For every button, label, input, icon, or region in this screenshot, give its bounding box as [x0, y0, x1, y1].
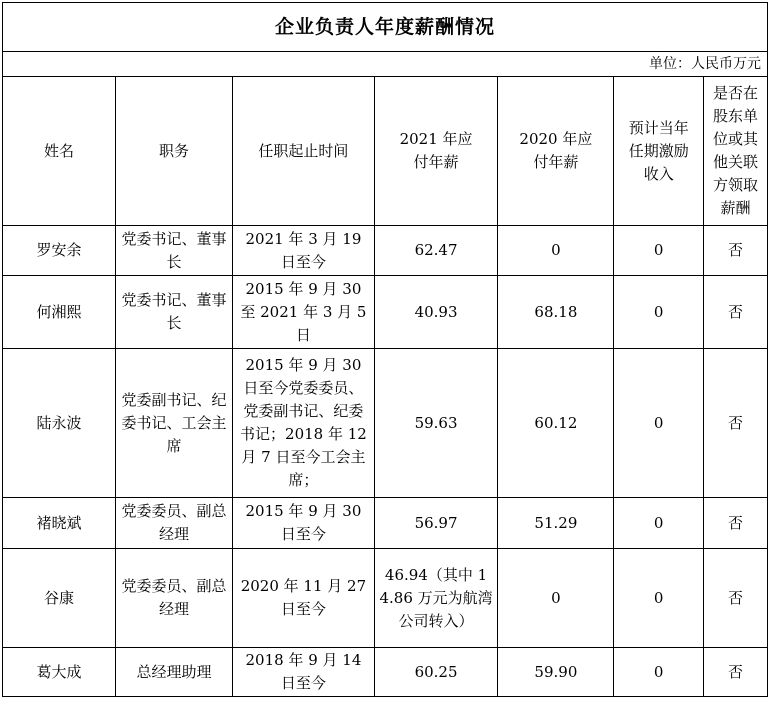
- table-row: [3, 549, 768, 648]
- cell-pay-2021: 60.25: [374, 648, 498, 697]
- cell-term: 2018 年 9 月 14 日至今: [233, 648, 375, 697]
- cell-position: 党委委员、副总经理: [115, 549, 232, 648]
- cell-pay-2020: 59.90: [498, 648, 614, 697]
- header-term: 任职起止时间: [233, 77, 375, 226]
- cell-related-party: 否: [703, 648, 767, 697]
- cell-pay-2021: 62.47: [374, 226, 498, 276]
- cell-pay-2021: 56.97: [374, 498, 498, 549]
- cell-related-party: 否: [703, 226, 767, 276]
- compensation-table: [2, 2, 768, 697]
- cell-incentive: 0: [614, 549, 703, 648]
- cell-name: 罗安余: [3, 226, 116, 276]
- table-title: 企业负责人年度薪酬情况: [3, 3, 768, 52]
- cell-term: 2015 年 9 月 30 至 2021 年 3 月 5 日: [233, 276, 375, 349]
- table-row: [3, 349, 768, 498]
- unit-label: 单位：人民币万元: [3, 52, 768, 77]
- cell-position: 党委副书记、纪委书记、工会主席: [115, 349, 232, 498]
- cell-pay-2021: 40.93: [374, 276, 498, 349]
- header-name: 姓名: [3, 77, 116, 226]
- table-row: [3, 226, 768, 276]
- cell-pay-2020: 0: [498, 226, 614, 276]
- cell-position: 总经理助理: [115, 648, 232, 697]
- header-position: 职务: [115, 77, 232, 226]
- header-pay-2021: 2021 年应付年薪: [374, 77, 498, 226]
- cell-term: 2021 年 3 月 19 日至今: [233, 226, 375, 276]
- cell-pay-2020: 60.12: [498, 349, 614, 498]
- cell-pay-2021: 59.63: [374, 349, 498, 498]
- cell-name: 褚晓斌: [3, 498, 116, 549]
- cell-position: 党委书记、董事长: [115, 276, 232, 349]
- cell-name: 陆永波: [3, 349, 116, 498]
- table-row: [3, 648, 768, 697]
- table-row: [3, 276, 768, 349]
- cell-name: 谷康: [3, 549, 116, 648]
- cell-related-party: 否: [703, 349, 767, 498]
- cell-pay-2021: 46.94（其中 14.86 万元为航湾公司转入）: [374, 549, 498, 648]
- header-pay-2020: 2020 年应付年薪: [498, 77, 614, 226]
- cell-term: 2015 年 9 月 30 日至今党委委员、党委副书记、纪委书记；2018 年 12 月 7 日至今工会主席；: [233, 349, 375, 498]
- cell-incentive: 0: [614, 276, 703, 349]
- cell-related-party: 否: [703, 276, 767, 349]
- cell-incentive: 0: [614, 349, 703, 498]
- cell-pay-2020: 0: [498, 549, 614, 648]
- cell-incentive: 0: [614, 226, 703, 276]
- header-related-party: 是否在股东单位或其他关联方领取薪酬: [703, 77, 767, 226]
- header-incentive: 预计当年任期激励收入: [614, 77, 703, 226]
- cell-pay-2020: 51.29: [498, 498, 614, 549]
- cell-name: 葛大成: [3, 648, 116, 697]
- cell-incentive: 0: [614, 498, 703, 549]
- cell-position: 党委书记、董事长: [115, 226, 232, 276]
- header-row: [3, 77, 768, 226]
- cell-position: 党委委员、副总经理: [115, 498, 232, 549]
- cell-term: 2020 年 11 月 27 日至今: [233, 549, 375, 648]
- cell-related-party: 否: [703, 498, 767, 549]
- cell-term: 2015 年 9 月 30 日至今: [233, 498, 375, 549]
- cell-name: 何湘熙: [3, 276, 116, 349]
- cell-pay-2020: 68.18: [498, 276, 614, 349]
- cell-related-party: 否: [703, 549, 767, 648]
- cell-incentive: 0: [614, 648, 703, 697]
- table-row: [3, 498, 768, 549]
